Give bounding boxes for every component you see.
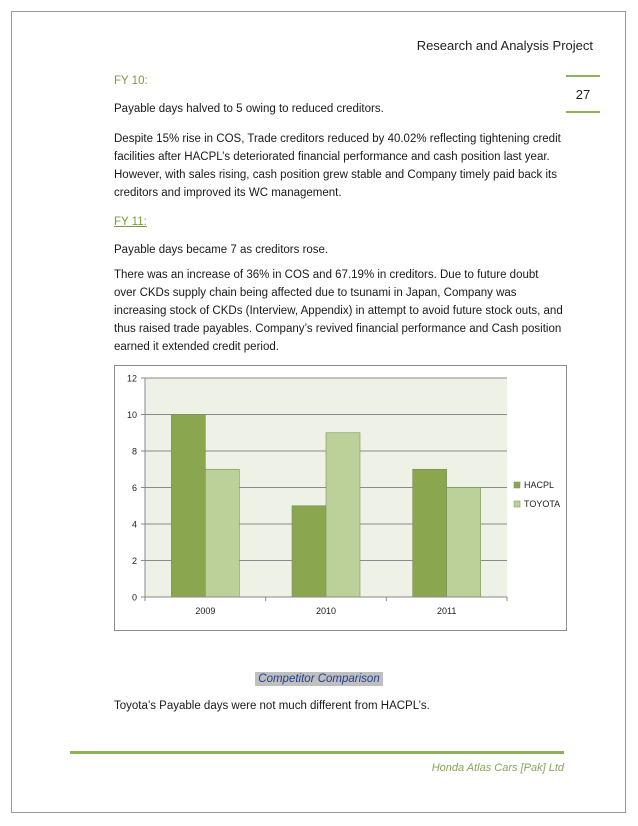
fy11-analysis: There was an increase of 36% in COS and 67.19% in creditors. Due to future doubt over CKDs supply chain being affected due to tsunami in Japan, Company was increasing stock of CKDs (Interview, Appendix) in attempt to avoid future stock outs, and thus raised trade payables. Company’s revived financial performance and Cash position earned it extended credit period. — [114, 269, 563, 353]
legend-label-hacpl: HACPL — [524, 480, 555, 490]
bar-hacpl-2010 — [292, 506, 326, 597]
footer-text: Honda Atlas Cars [Pak] Ltd — [431, 762, 564, 774]
y-tick-label: 12 — [126, 373, 137, 384]
y-tick-label: 8 — [131, 446, 137, 457]
y-tick-label: 10 — [126, 410, 137, 420]
fy10-analysis: Despite 15% rise in COS, Trade creditors reduced by 40.02% reflecting tightening credit facilities after HACPL’s deteriorated financial performance and cash position last year. However, with sales rising, cash position grew stable and Company timely paid back its creditors and improved its WC management. — [114, 133, 561, 199]
fy11-heading: FY 11: — [114, 216, 147, 228]
figure-caption: Competitor Comparison — [255, 672, 382, 686]
legend-label-toyota: TOYOTA — [524, 499, 561, 509]
header-title: Research and Analysis Project — [416, 38, 593, 53]
bar-hacpl-2009 — [171, 415, 205, 598]
x-tick-label: 2010 — [315, 606, 337, 616]
y-tick-label: 6 — [131, 483, 137, 493]
y-tick-label: 4 — [131, 519, 137, 530]
bar-hacpl-2011 — [413, 469, 447, 597]
caption-wrapper — [0, 669, 638, 687]
page-number-top-rule — [566, 75, 600, 77]
chart-svg — [115, 366, 568, 632]
fy11-summary: Payable days became 7 as creditors rose. — [114, 244, 329, 256]
legend-swatch-toyota — [514, 501, 520, 507]
fy10-summary: Payable days halved to 5 owing to reduced creditors. — [114, 103, 384, 115]
page-number-bottom-rule — [566, 111, 600, 113]
fy10-heading: FY 10: — [114, 75, 148, 87]
bar-toyota-2011 — [447, 488, 481, 598]
y-tick-label: 0 — [131, 592, 137, 603]
bar-toyota-2010 — [326, 433, 360, 597]
x-tick-label: 2011 — [436, 606, 457, 616]
y-tick-label: 2 — [131, 556, 137, 566]
conclusion-text: Toyota’s Payable days were not much different from HACPL’s. — [114, 700, 430, 712]
x-tick-label: 2009 — [195, 606, 216, 616]
page-number: 27 — [575, 87, 591, 102]
payable-days-chart — [114, 365, 567, 631]
legend-swatch-hacpl — [514, 482, 520, 488]
bar-toyota-2009 — [205, 469, 239, 597]
footer-rule — [70, 751, 564, 754]
